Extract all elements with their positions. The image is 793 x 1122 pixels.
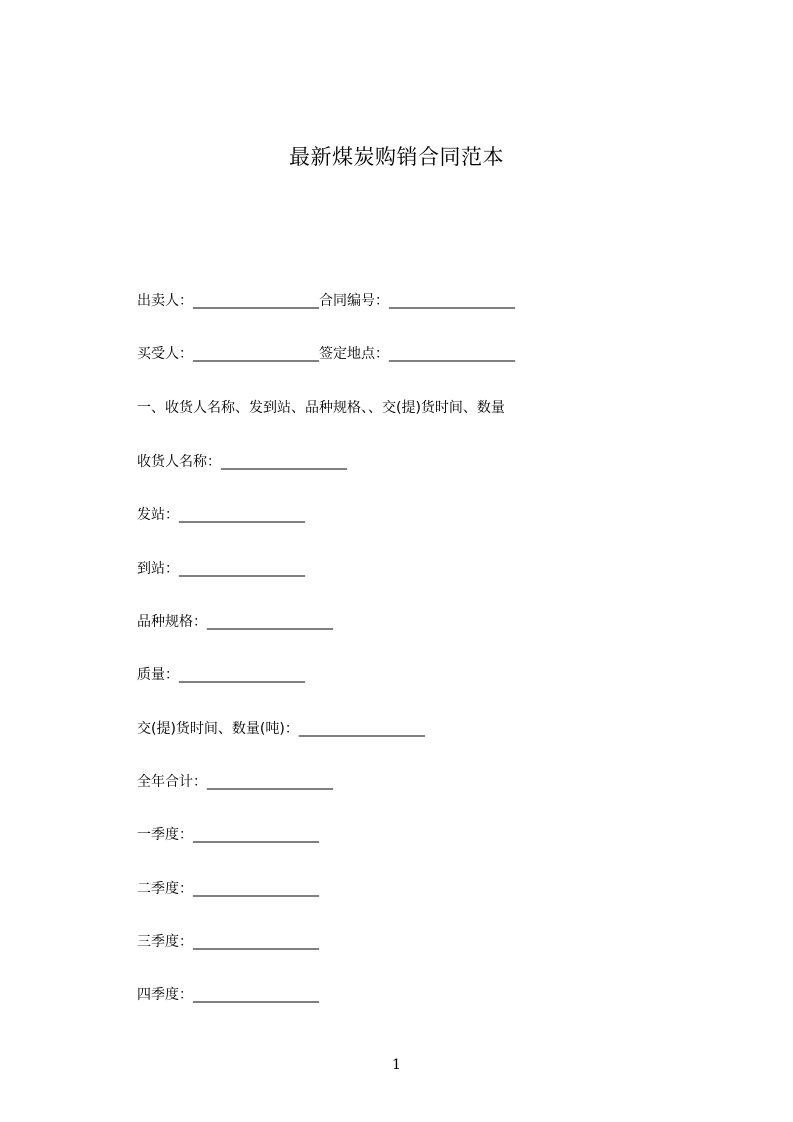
document-title: 最新煤炭购销合同范本: [289, 145, 504, 169]
first-quarter-line: 一季度：__________________: [137, 827, 319, 843]
seller-contract-number-line: 出卖人：__________________合同编号：__________________: [137, 293, 515, 309]
page-number: 1: [392, 1057, 401, 1073]
quality-line: 质量：__________________: [137, 667, 305, 683]
delivery-time-quantity-line: 交(提)货时间、数量(吨)：__________________: [137, 721, 425, 737]
consignee-name-line: 收货人名称：__________________: [137, 454, 347, 470]
arrival-station-line: 到站：__________________: [137, 561, 305, 577]
second-quarter-line: 二季度：__________________: [137, 881, 319, 897]
variety-spec-line: 品种规格：__________________: [137, 614, 333, 630]
third-quarter-line: 三季度：__________________: [137, 934, 319, 950]
section-one-heading: 一、收货人名称、发到站、品种规格、、交(提)货时间、数量: [137, 400, 505, 416]
departure-station-line: 发站：__________________: [137, 507, 305, 523]
fourth-quarter-line: 四季度：__________________: [137, 987, 319, 1003]
buyer-signing-place-line: 买受人：__________________签定地点：__________________: [137, 346, 515, 362]
annual-total-line: 全年合计：__________________: [137, 774, 333, 790]
